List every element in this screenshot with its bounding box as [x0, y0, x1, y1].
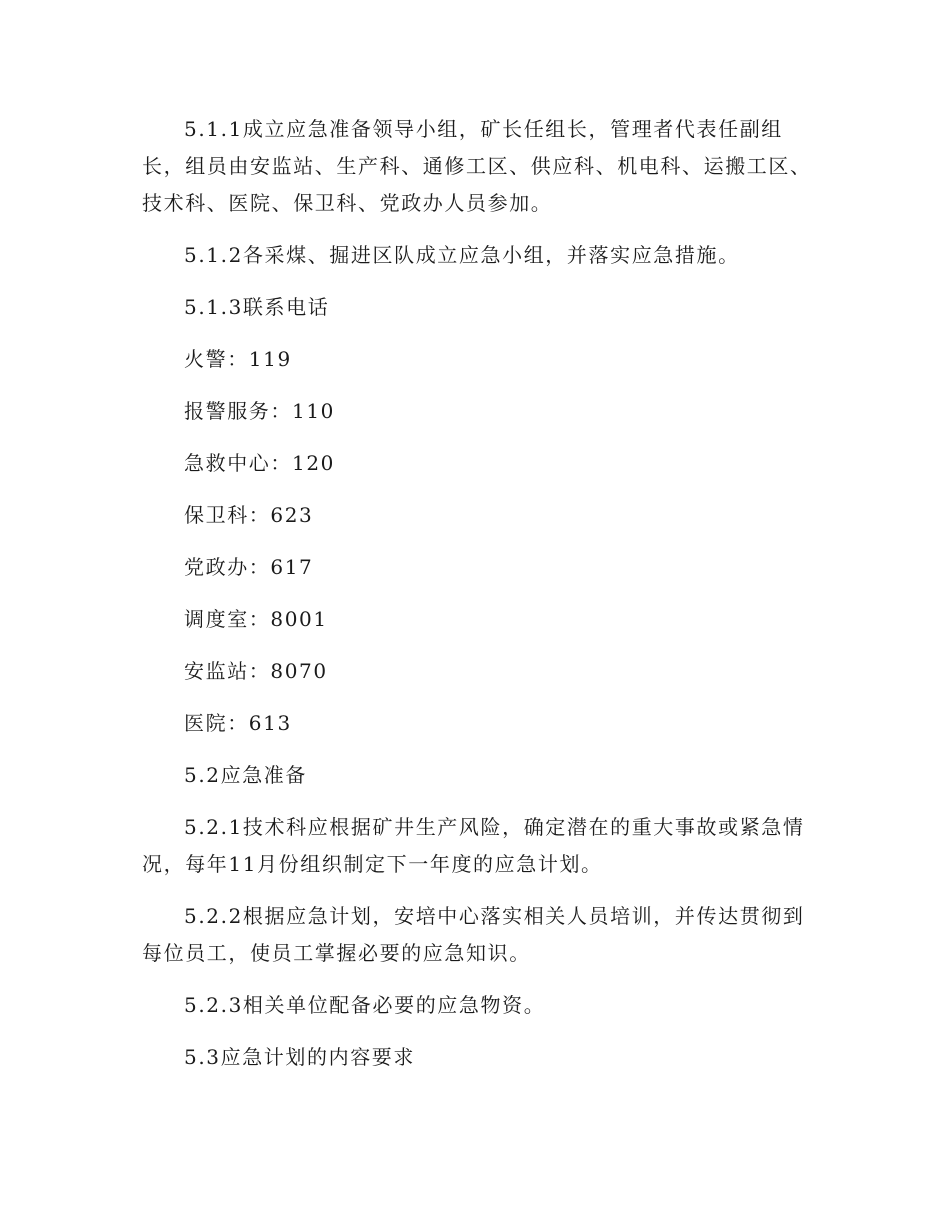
paragraph-5-2-3: 5.2.3相关单位配备必要的应急物资。	[184, 993, 546, 1017]
phone-safety-station: 安监站：8070	[184, 659, 328, 683]
phone-police: 报警服务：110	[184, 399, 335, 423]
heading-5-2: 5.2应急准备	[184, 763, 308, 787]
phone-hospital: 医院：613	[184, 711, 292, 735]
paragraph-5-1-1: 5.1.1成立应急准备领导小组，矿长任组长，管理者代表任副组长，组员由安监站、生产科、通修工区、供应科、机电科、运搬工区、技术科、医院、保卫科、党政办人员参加。	[142, 117, 812, 215]
phone-security-dept: 保卫科：623	[184, 503, 314, 527]
paragraph-5-2-2: 5.2.2根据应急计划，安培中心落实相关人员培训，并传达贯彻到每位员工，使员工掌握必要的应急知识。	[142, 904, 805, 965]
phone-emergency-center: 急救中心：120	[184, 451, 335, 475]
paragraph-5-2-1: 5.2.1技术科应根据矿井生产风险，确定潜在的重大事故或紧急情况，每年11月份组织制定下一年度的应急计划。	[142, 815, 805, 876]
paragraph-5-1-3: 5.1.3联系电话	[184, 295, 330, 319]
phone-fire: 火警：119	[184, 347, 292, 371]
phone-dispatch-room: 调度室：8001	[184, 607, 328, 631]
paragraph-5-1-2: 5.1.2各采煤、掘进区队成立应急小组，并落实应急措施。	[184, 243, 740, 267]
document-body	[142, 111, 812, 1091]
heading-5-3: 5.3应急计划的内容要求	[184, 1045, 416, 1069]
phone-party-office: 党政办：617	[184, 555, 314, 579]
